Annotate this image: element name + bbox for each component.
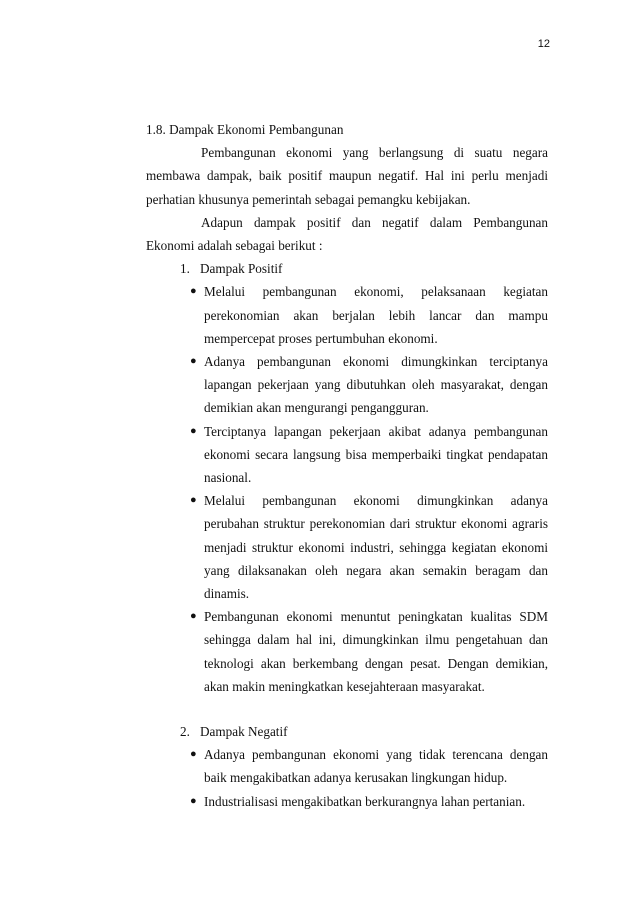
- item-title: Dampak Negatif: [200, 724, 288, 740]
- bullet-icon: ●: [190, 610, 197, 623]
- item-title: Dampak Positif: [200, 261, 283, 277]
- numbered-item-positive: [180, 257, 548, 698]
- bullet-icon: ●: [190, 285, 197, 298]
- bullet-list: [180, 743, 548, 813]
- list-item: [167, 790, 548, 813]
- intro-paragraph: Adapun dampak positif dan negatif dalam Pembangunan Ekonomi adalah sebagai berikut :: [146, 214, 548, 254]
- bullet-text: Adanya pembangunan ekonomi yang tidak terencana dengan baik mengakibatkan adanya kerusakan lingkungan hidup.: [204, 747, 548, 786]
- bullet-text: Industrialisasi mengakibatkan berkurangnya lahan pertanian.: [204, 793, 526, 809]
- bullet-icon: ●: [190, 424, 197, 437]
- page-content: [146, 118, 548, 813]
- bullet-text: Melalui pembangunan ekonomi, pelaksanaan kegiatan perekonomian akan berjalan lebih lancar dan mampu mempercepat proses pertumbuhan ekonomi.: [204, 284, 548, 346]
- bullet-text: Melalui pembangunan ekonomi dimungkinkan adanya perubahan struktur perekonomian dari struktur ekonomi agraris menjadi struktur ekonomi industri, sehingga kegiatan ekonomi yang dilaksanakan oleh negara akan semakin beragam dan dinamis.: [204, 493, 548, 602]
- numbered-item-title: [180, 257, 548, 280]
- item-number: 1.: [180, 261, 190, 277]
- bullet-text: Terciptanya lapangan pekerjaan akibat adanya pembangunan ekonomi secara langsung bisa memperbaiki tingkat pendapatan nasional.: [204, 423, 548, 486]
- bullet-icon: ●: [190, 748, 197, 761]
- bullet-list: [180, 280, 548, 698]
- list-item: [167, 743, 548, 789]
- bullet-text: Pembangunan ekonomi menuntut peningkatan kualitas SDM sehingga dalam hal ini, dimungkinkan ilmu pengetahuan dan teknologi akan berkembang dengan pesat. Dengan demikian, akan makin meningkatkan kesejahteraan masyarakat.: [204, 609, 548, 694]
- intro-paragraph: Pembangunan ekonomi yang berlangsung di suatu negara membawa dampak, baik positif maupun negatif. Hal ini perlu menjadi perhatian khusunya pemerintah sebagai pemangku kebijakan.: [146, 145, 548, 207]
- numbered-item-title: [180, 720, 548, 743]
- page-number: 12: [537, 38, 550, 50]
- bullet-icon: ●: [190, 355, 197, 368]
- list-item: [167, 489, 548, 605]
- bullet-icon: ●: [190, 794, 197, 807]
- bullet-icon: ●: [190, 494, 197, 507]
- list-item: [167, 420, 548, 490]
- list-item: [167, 605, 548, 698]
- item-number: 2.: [180, 724, 190, 740]
- list-item: [167, 350, 548, 420]
- numbered-item-negative: [180, 720, 548, 813]
- bullet-text: Adanya pembangunan ekonomi dimungkinkan terciptanya lapangan pekerjaan yang dibutuhkan oleh masyarakat, dengan demikian akan mengurangi pengangguran.: [204, 354, 548, 416]
- list-item: [167, 280, 548, 350]
- section-heading: 1.8. Dampak Ekonomi Pembangunan: [146, 122, 344, 137]
